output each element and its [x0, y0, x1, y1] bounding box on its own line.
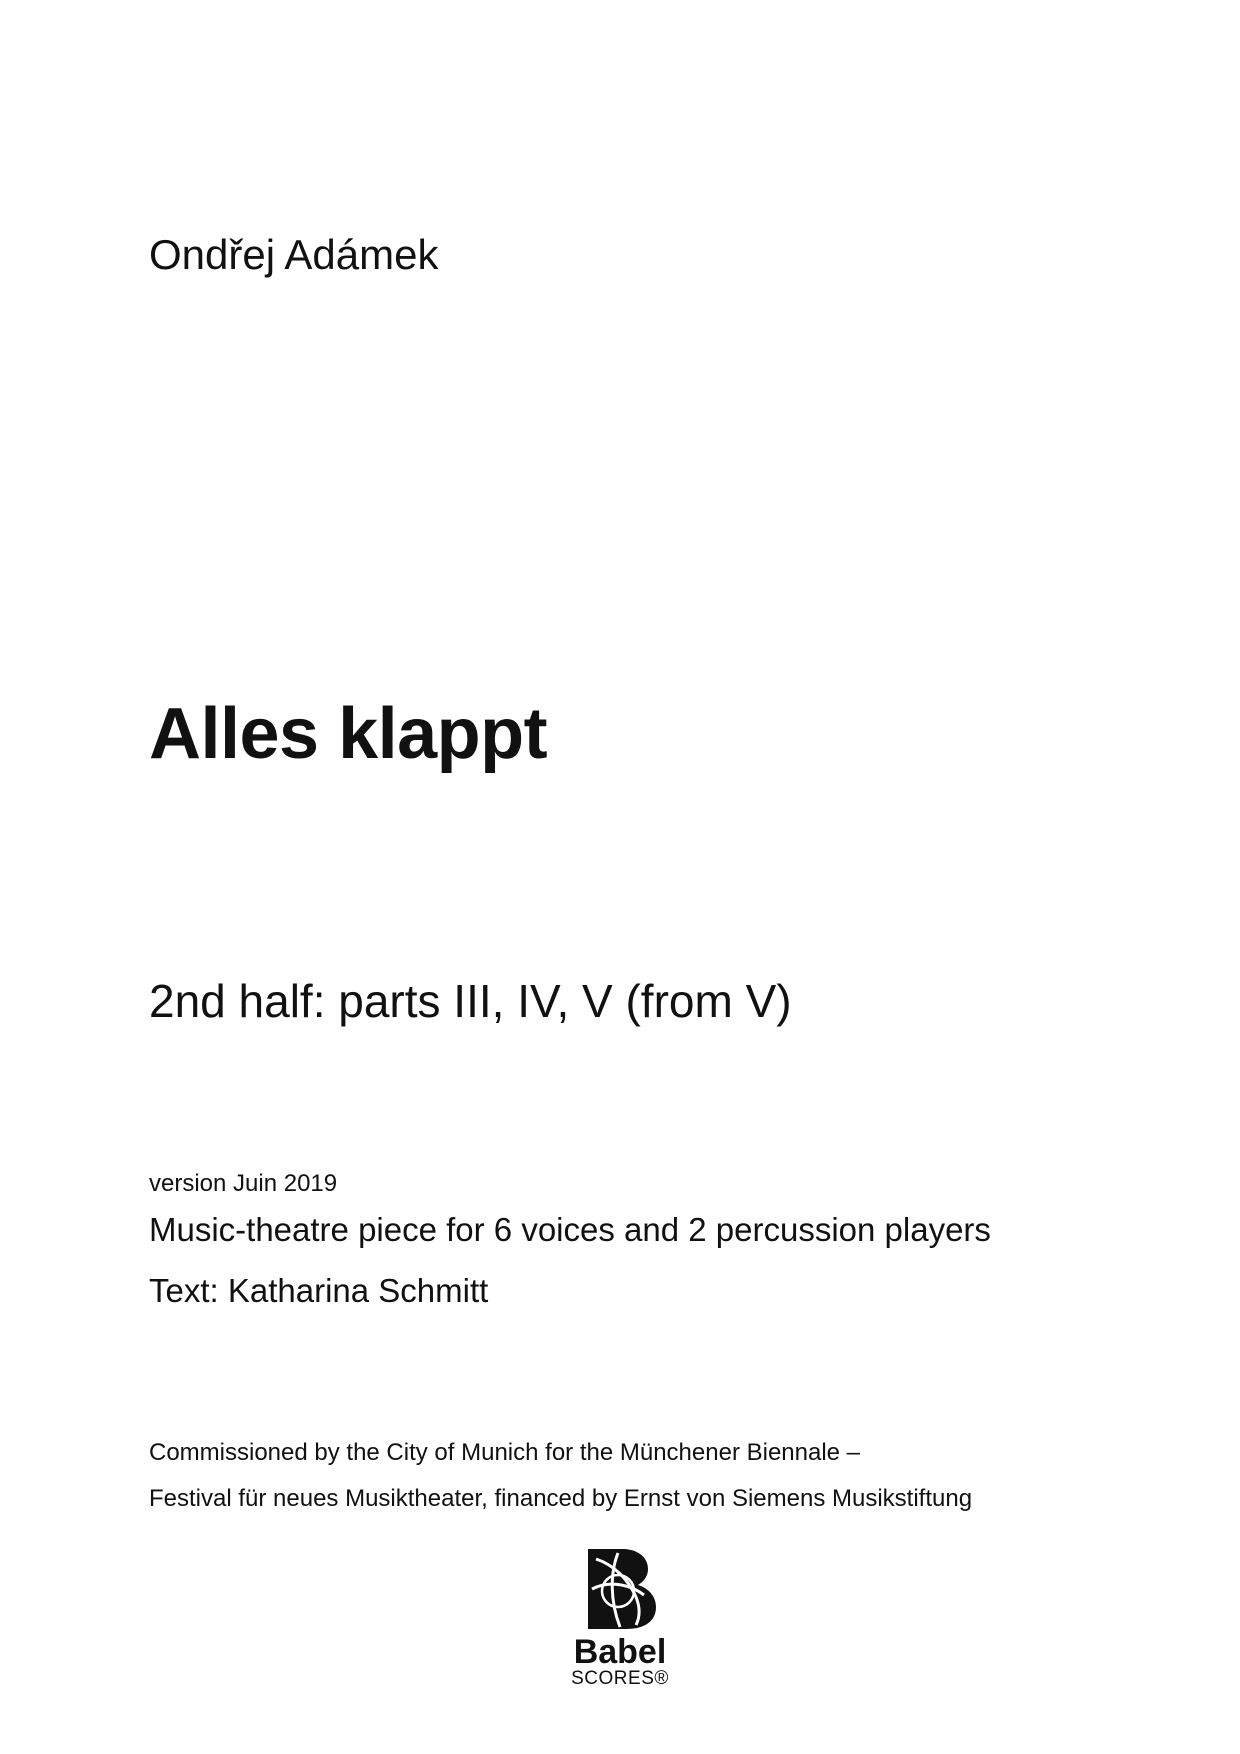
commission-line-1: Commissioned by the City of Munich for the Münchener Biennale –	[149, 1439, 861, 1466]
version-note: version Juin 2019	[149, 1170, 338, 1197]
work-subtitle: 2nd half: parts III, IV, V (from V)	[149, 975, 792, 1027]
babel-scores-b-icon	[578, 1545, 662, 1631]
work-title: Alles klappt	[149, 694, 548, 774]
composer-name: Ondřej Adámek	[149, 231, 439, 278]
publisher-name: Babel	[573, 1633, 667, 1671]
publisher-sub: SCORES®	[571, 1668, 669, 1689]
text-credit: Text: Katharina Schmitt	[149, 1272, 489, 1309]
work-description: Music-theatre piece for 6 voices and 2 percussion players	[149, 1211, 991, 1248]
publisher-logo	[560, 1545, 680, 1695]
commission-line-2: Festival für neues Musiktheater, financed by Ernst von Siemens Musikstiftung	[149, 1485, 973, 1512]
